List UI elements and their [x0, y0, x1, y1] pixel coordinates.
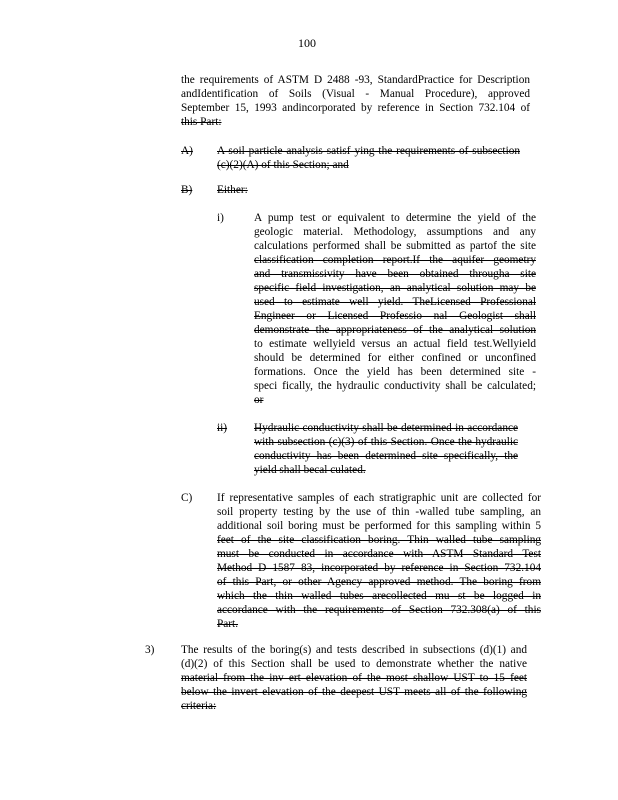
item-3-text [181, 643, 527, 713]
item-bi-line: used to estimate well yield. TheLicensed Professional [254, 296, 536, 308]
item-3-line: (d)(2) of this Section shall be used to demonstrate whether the native [181, 658, 527, 670]
item-c-line: must be conducted in accordance with ASTM Standard Test [217, 548, 541, 560]
item-bi-line: Engineer or Licensed Professio nal Geologist shall [254, 310, 536, 322]
item-bi-line: speci fically, the hydraulic conductivity shall be calculated; [254, 380, 536, 392]
item-3-label: 3) [145, 644, 155, 656]
item-c-text [217, 491, 541, 631]
item-c-line: additional soil boring must be performed for this sampling within 5 [217, 520, 541, 532]
item-bii-line: yield shall becal culated. [254, 464, 366, 476]
item-bii-label: ii) [217, 422, 228, 434]
item-c-line: feet of the site classification boring. Thin walled tube sampling [217, 534, 541, 546]
item-3-line: material from the inv ert elevation of the most shallow UST to 15 feet [181, 672, 527, 684]
item-c-label: C) [181, 492, 193, 504]
item-bi-line: demonstrate the appropriateness of the analytical solution [254, 324, 536, 336]
item-c-line: accordance with the requirements of Section 732.308(a) of this [217, 604, 541, 616]
item-bi-line: A pump test or equivalent to determine the yield of the [254, 212, 536, 224]
intro-line: this Part: [181, 116, 222, 128]
item-c-line: which the thin walled tubes arecollected mu st be logged in [217, 590, 541, 602]
item-3-line: criteria: [181, 700, 217, 712]
item-bi-line: should be determined for either confined or unconfined [254, 352, 536, 364]
page-number: 100 [298, 36, 316, 50]
item-bi-line: to estimate wellyield versus an actual field test.Wellyield [254, 338, 536, 350]
item-b-label: B) [181, 184, 193, 196]
intro-line: September 15, 1993 andincorporated by reference in Section 732.104 of [181, 102, 530, 114]
item-bi-line: geologic material. Methodology, assumptions and any [254, 226, 536, 238]
item-bi-label: i) [217, 212, 224, 224]
item-bii-line: with subsection (c)(3) of this Section. Once the hydraulic [254, 436, 518, 448]
item-c-line: Method D 1587 83, incorporated by reference in Section 732.104 [217, 562, 541, 574]
item-bi-line: classification completion report.If the aquifer geometry [254, 254, 536, 266]
item-3-line: The results of the boring(s) and tests described in subsections (d)(1) and [181, 644, 527, 656]
item-c-line: soil property testing by the use of thin -walled tube sampling, an [217, 506, 541, 518]
item-b-text: Either: [217, 184, 248, 196]
intro-line: the requirements of ASTM D 2488 -93, StandardPractice for Description [181, 74, 530, 86]
item-bi-line: formations. Once the yield has been determined site - [254, 366, 536, 378]
item-bi-line: specific field investigation, an analytical solution may be [254, 282, 536, 294]
item-3-line: below the invert elevation of the deepest UST meets all of the following [181, 686, 527, 698]
intro-paragraph [181, 73, 530, 129]
item-bii-text [254, 421, 518, 477]
item-c-line: of this Part, or other Agency approved method. The boring from [217, 576, 541, 588]
item-a-line: (c)(2)(A) of this Section; and [217, 159, 349, 171]
item-a-text [217, 144, 520, 172]
intro-line: andIdentification of Soils (Visual - Manual Procedure), approved [181, 88, 530, 100]
item-c-line: Part. [217, 618, 239, 630]
item-bi-line: or [254, 394, 264, 406]
item-a-line: A soil particle analysis satisf ying the requirements of subsection [217, 145, 520, 157]
item-bi-line: and transmissivity have been obtained througha site [254, 268, 536, 280]
item-bii-line: Hydraulic conductivity shall be determined in accordance [254, 422, 518, 434]
item-bii-line: conductivity has been determined site specifically, the [254, 450, 518, 462]
item-bi-line: calculations performed shall be submitted as partof the site [254, 240, 536, 252]
item-c-line: If representative samples of each stratigraphic unit are collected for [217, 492, 541, 504]
item-a-label: A) [181, 145, 193, 157]
item-bi-text [254, 211, 536, 407]
